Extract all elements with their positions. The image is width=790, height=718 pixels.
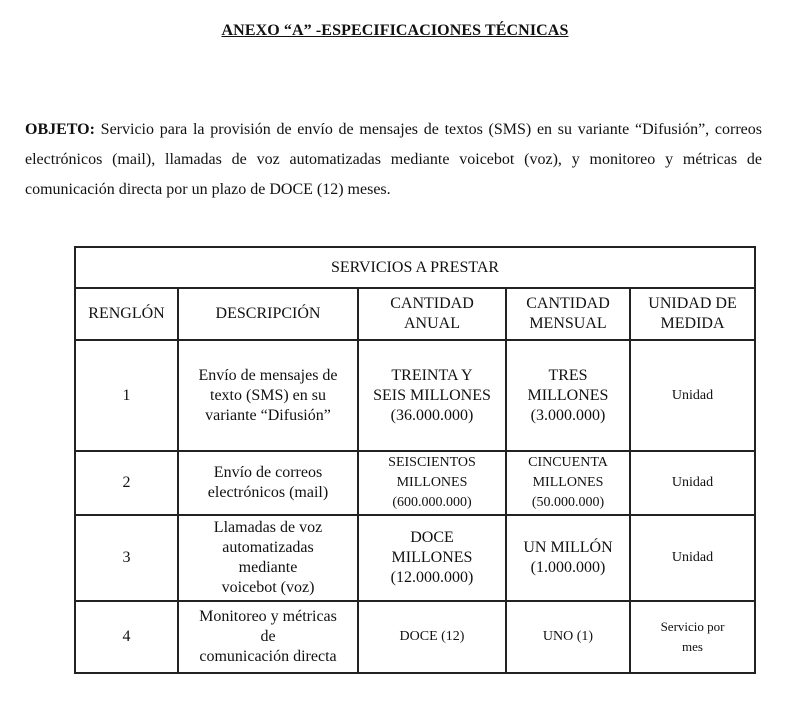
cell-descripcion: Llamadas de voz automatizadas mediante voicebot (voz) xyxy=(178,515,358,601)
services-table xyxy=(74,246,756,674)
objeto-text: Servicio para la provisión de envío de mensajes de textos (SMS) en su variante “Difusión”, correos electrónicos (mail), llamadas de voz automatizadas mediante voicebot (voz), y monitoreo y métricas de comunicación directa por un plazo de DOCE (12) meses. xyxy=(25,121,762,198)
cell-unidad: Unidad xyxy=(630,451,755,515)
header-renglon: RENGLÓN xyxy=(75,288,178,340)
table-row xyxy=(75,451,755,515)
cell-cantidad-mensual: UNO (1) xyxy=(506,601,630,673)
table-row xyxy=(75,601,755,673)
cell-cantidad-mensual: TRES MILLONES (3.000.000) xyxy=(506,340,630,451)
table-row xyxy=(75,340,755,451)
cell-cantidad-anual: DOCE MILLONES (12.000.000) xyxy=(358,515,506,601)
cell-descripcion: Envío de mensajes de texto (SMS) en su variante “Difusión” xyxy=(178,340,358,451)
table-header-row xyxy=(75,288,755,340)
cell-cantidad-anual: TREINTA Y SEIS MILLONES (36.000.000) xyxy=(358,340,506,451)
cell-renglon: 2 xyxy=(75,451,178,515)
cell-renglon: 4 xyxy=(75,601,178,673)
cell-unidad: Unidad xyxy=(630,340,755,451)
cell-cantidad-mensual: CINCUENTA MILLONES (50.000.000) xyxy=(506,451,630,515)
cell-unidad: Servicio por mes xyxy=(630,601,755,673)
table-caption: SERVICIOS A PRESTAR xyxy=(75,247,755,288)
cell-unidad: Unidad xyxy=(630,515,755,601)
document-title: ANEXO “A” -ESPECIFICACIONES TÉCNICAS xyxy=(221,22,569,39)
header-cantidad-mensual: CANTIDAD MENSUAL xyxy=(506,288,630,340)
table-row xyxy=(75,515,755,601)
cell-renglon: 1 xyxy=(75,340,178,451)
table-caption-row xyxy=(75,247,755,288)
cell-cantidad-anual: SEISCIENTOS MILLONES (600.000.000) xyxy=(358,451,506,515)
objeto-paragraph xyxy=(25,115,762,205)
header-cantidad-anual: CANTIDAD ANUAL xyxy=(358,288,506,340)
cell-cantidad-mensual: UN MILLÓN (1.000.000) xyxy=(506,515,630,601)
objeto-label: OBJETO: xyxy=(25,121,95,138)
cell-renglon: 3 xyxy=(75,515,178,601)
cell-cantidad-anual: DOCE (12) xyxy=(358,601,506,673)
header-descripcion: DESCRIPCIÓN xyxy=(178,288,358,340)
header-unidad-medida: UNIDAD DE MEDIDA xyxy=(630,288,755,340)
cell-descripcion: Monitoreo y métricas de comunicación directa xyxy=(178,601,358,673)
cell-descripcion: Envío de correos electrónicos (mail) xyxy=(178,451,358,515)
